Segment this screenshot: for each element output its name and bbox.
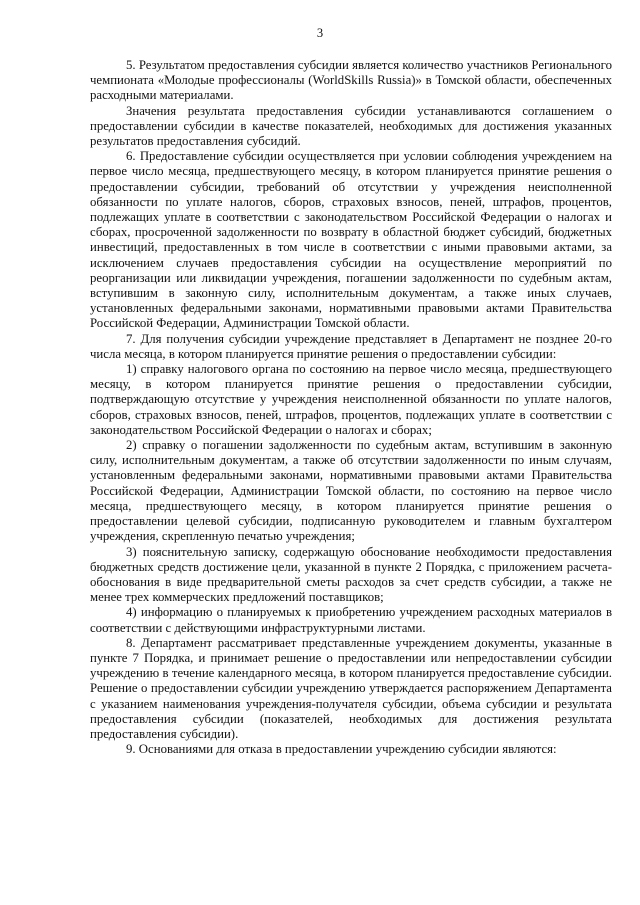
paragraph-8-review: 8. Департамент рассматривает представленные учреждением документы, указанные в пункте 7 Порядка, и принимает решение о предоставлении или непредоставлении субсидии учреждению в течение календарного месяца, в котором планируется предоставление субсидии. Решение о предоставлении субсидии учреждению утверждается распоряжением Департамента с указанием наименования учреждения-получателя субсидии, объема субсидии и результата предоставления субсидии (показателей, необходимых для достижения результата предоставления субсидии). (90, 635, 612, 741)
paragraph-9-refusal: 9. Основаниями для отказа в предоставлении учреждению субсидии являются: (126, 742, 557, 757)
list-item-explanatory-note: 3) пояснительную записку, содержащую обоснование необходимости предоставления бюджетных средств достижение цели, указанной в пункте 2 Порядка, с приложением расчета-обоснования в виде предварительной сметы расходов за счет средств субсидии, а также не менее трех коммерческих предложений поставщиков; (90, 544, 612, 605)
page-number: 3 (316, 26, 324, 40)
paragraph-6-conditions: 6. Предоставление субсидии осуществляется при условии соблюдения учреждением на первое число месяца, предшествующего месяцу, в котором планируется принятие решения о предоставлении субсидии, требований об отсутствии у учреждения неисполненной обязанности по уплате налогов, сборов, страховых взносов, пеней, штрафов, процентов, подлежащих уплате в соответствии с законодательством Российской Федерации о налогах и сборах, просроченной задолженности по возврату в областной бюджет субсидий, бюджетных инвестиций, предоставленных в том числе в соответствии с иными правовыми актами, за исключением случаев предоставления субсидии на осуществление мероприятий по реорганизации или ликвидации учреждения, погашении задолженности по судебным актам, вступившим в законную силу, исполнительным документам, а также иных случаев, установленных федеральными законами, нормативными правовыми актами Правительства Российской Федерации, Администрации Томской области. (90, 149, 612, 331)
paragraph-5-result: 5. Результатом предоставления субсидии является количество участников Регионального чемпионата «Молодые профессионалы (WorldSkills Russia)» в Томской области, обеспеченных расходными материалами. (90, 58, 612, 103)
paragraph-result-values: Значения результата предоставления субсидии устанавливаются соглашением о предоставлении субсидии в качестве показателей, необходимых для достижения указанных результатов предоставления субсидий. (90, 103, 612, 149)
list-item-materials-info: 4) информацию о планируемых к приобретению учреждением расходных материалов в соответствии с действующими инфраструктурными листами. (90, 605, 612, 635)
paragraph-7-documents: 7. Для получения субсидии учреждение представляет в Департамент не позднее 20-го числа месяца, в котором планируется принятие решения о предоставлении субсидии: (90, 331, 612, 361)
list-item-tax-certificate: 1) справку налогового органа по состоянию на первое число месяца, предшествующего месяцу, в котором планируется принятие решения о предоставлении субсидии, подтверждающую отсутствие у учреждения неисполненной обязанности по уплате налогов, сборов, страховых взносов, пеней, штрафов, процентов, подлежащих уплате в соответствии с законодательством Российской Федерации о налогах и сборах; (90, 362, 612, 437)
list-item-debt-certificate: 2) справку о погашении задолженности по судебным актам, вступившим в законную силу, исполнительным документам, а также об отсутствии задолженности по иным случаям, установленным федеральными законами, нормативными правовыми актами Правительства Российской Федерации, Администрации Томской области, по состоянию на первое число месяца, предшествующего месяцу, в котором планируется принятие решения о предоставлении целевой субсидии, подписанную руководителем и главным бухгалтером учреждения, скрепленную печатью учреждения; (90, 438, 612, 544)
